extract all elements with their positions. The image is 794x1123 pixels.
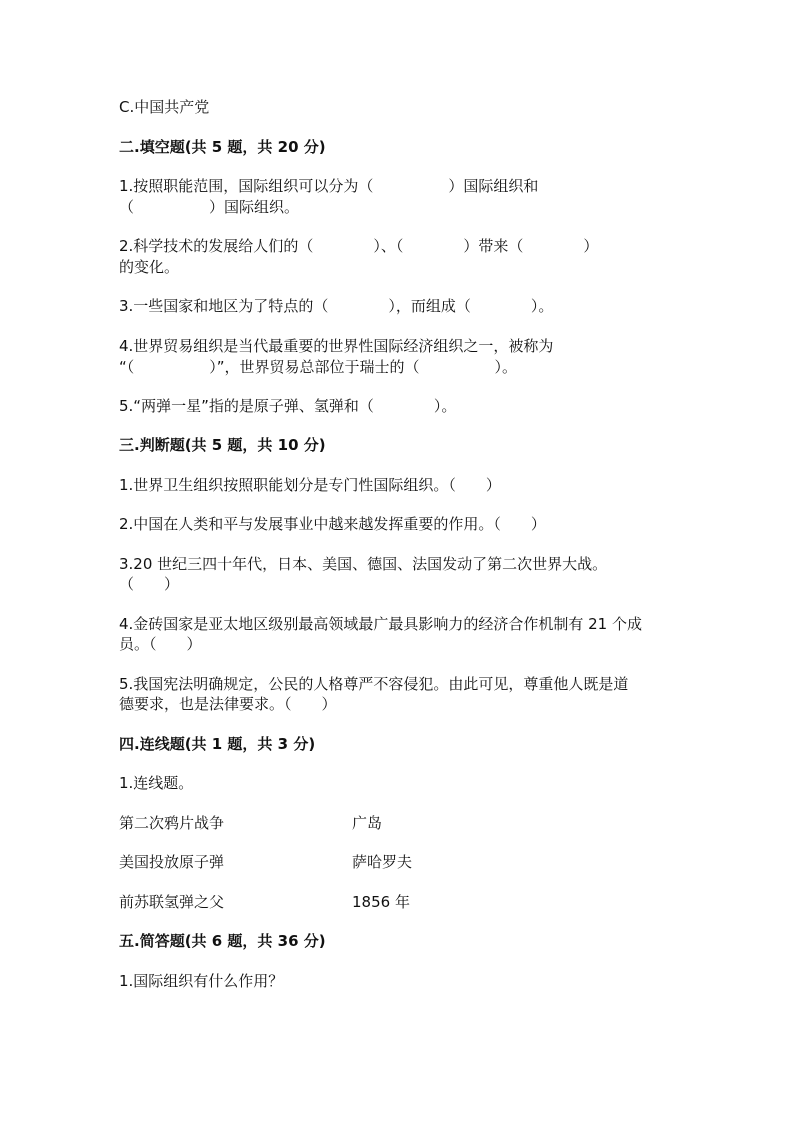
matching-question-1: 1.连线题。 [119, 774, 194, 792]
matching-right-item: 广岛 [352, 814, 383, 832]
section-heading-fill-in: 二.填空题(共 5 题，共 20 分) [119, 138, 326, 156]
judge-question-3-line-1: 3.20 世纪三四十年代，日本、美国、德国、法国发动了第二次世界大战。 [119, 555, 608, 573]
fill-question-4-line-2: “（ ）”，世界贸易总部位于瑞士的（ ）。 [119, 358, 518, 376]
matching-right-item: 萨哈罗夫 [352, 853, 413, 871]
judge-question-3-line-2: （ ） [119, 575, 180, 593]
fill-question-3: 3.一些国家和地区为了特点的（ ），而组成（ ）。 [119, 297, 554, 315]
judge-question-1: 1.世界卫生组织按照职能划分是专门性国际组织。（ ） [119, 476, 501, 494]
judge-question-5-line-1: 5.我国宪法明确规定，公民的人格尊严不容侵犯。由此可见，尊重他人既是道 [119, 675, 629, 693]
fill-question-5: 5.“两弹一星”指的是原子弹、氢弹和（ ）。 [119, 397, 457, 415]
section-heading-short-answer: 五.简答题(共 6 题，共 36 分) [119, 932, 326, 950]
judge-question-4-line-2: 员。（ ） [119, 635, 202, 653]
matching-left-item: 前苏联氢弹之父 [119, 893, 225, 911]
fill-question-2-line-1: 2.科学技术的发展给人们的（ ）、（ ）带来（ ） [119, 237, 599, 255]
option-c: C.中国共产党 [119, 98, 210, 116]
matching-left-item: 第二次鸦片战争 [119, 814, 225, 832]
fill-question-1-line-2: （ ）国际组织。 [119, 198, 300, 216]
short-answer-question-1: 1.国际组织有什么作用？ [119, 972, 284, 990]
fill-question-1-line-1: 1.按照职能范围，国际组织可以分为（ ）国际组织和 [119, 177, 539, 195]
fill-question-4-line-1: 4.世界贸易组织是当代最重要的世界性国际经济组织之一，被称为 [119, 337, 554, 355]
judge-question-5-line-2: 德要求，也是法律要求。（ ） [119, 695, 337, 713]
matching-left-item: 美国投放原子弹 [119, 853, 225, 871]
judge-question-4-line-1: 4.金砖国家是亚太地区级别最高领域最广最具影响力的经济合作机制有 21 个成 [119, 615, 642, 633]
section-heading-true-false: 三.判断题(共 5 题，共 10 分) [119, 436, 326, 454]
fill-question-2-line-2: 的变化。 [119, 258, 180, 276]
matching-right-item: 1856 年 [352, 893, 410, 911]
judge-question-2: 2.中国在人类和平与发展事业中越来越发挥重要的作用。（ ） [119, 515, 546, 533]
section-heading-matching: 四.连线题(共 1 题，共 3 分) [119, 735, 316, 753]
